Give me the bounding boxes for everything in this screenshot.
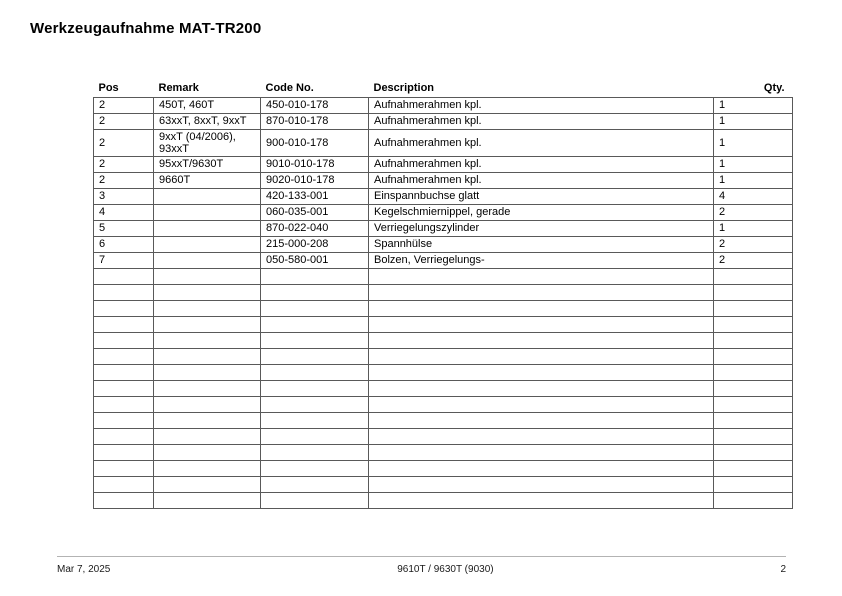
empty-table-row [94,284,793,300]
cell-pos: 2 [94,172,154,188]
empty-cell-code [261,364,369,380]
cell-remark [154,204,261,220]
empty-cell-pos [94,332,154,348]
empty-cell-description [369,380,714,396]
empty-cell-description [369,348,714,364]
footer-model: 9610T / 9630T (9030) [397,564,494,575]
cell-description: Aufnahmerahmen kpl. [369,113,714,129]
empty-cell-code [261,300,369,316]
empty-table-row [94,364,793,380]
empty-cell-qty [714,412,793,428]
cell-code: 060-035-001 [261,204,369,220]
empty-cell-description [369,476,714,492]
footer-divider [57,556,786,557]
empty-table-row [94,428,793,444]
empty-cell-pos [94,268,154,284]
empty-cell-remark [154,428,261,444]
empty-cell-code [261,332,369,348]
empty-table-row [94,300,793,316]
empty-cell-pos [94,284,154,300]
cell-description: Spannhülse [369,236,714,252]
empty-cell-description [369,492,714,508]
column-header-description: Description [373,81,435,94]
cell-remark: 63xxT, 8xxT, 9xxT [154,113,261,129]
empty-cell-remark [154,300,261,316]
empty-cell-pos [94,364,154,380]
empty-cell-qty [714,396,793,412]
empty-table-row [94,380,793,396]
empty-cell-pos [94,460,154,476]
table-row [94,129,793,156]
footer-page-number: 2 [780,564,786,575]
empty-cell-pos [94,476,154,492]
cell-pos: 5 [94,220,154,236]
cell-pos: 2 [94,129,154,156]
empty-cell-qty [714,268,793,284]
empty-cell-remark [154,348,261,364]
empty-cell-remark [154,492,261,508]
cell-remark: 9660T [154,172,261,188]
parts-table [93,81,793,509]
cell-description: Aufnahmerahmen kpl. [369,156,714,172]
empty-cell-remark [154,444,261,460]
empty-cell-description [369,316,714,332]
cell-qty: 1 [714,129,793,156]
empty-cell-code [261,396,369,412]
table-row [94,172,793,188]
empty-cell-pos [94,380,154,396]
empty-cell-qty [714,460,793,476]
table-row [94,252,793,268]
empty-cell-remark [154,396,261,412]
cell-remark [154,236,261,252]
empty-cell-remark [154,364,261,380]
cell-pos: 3 [94,188,154,204]
empty-table-row [94,348,793,364]
empty-cell-qty [714,300,793,316]
empty-cell-description [369,284,714,300]
cell-remark [154,220,261,236]
empty-cell-description [369,460,714,476]
empty-table-row [94,268,793,284]
cell-pos: 2 [94,156,154,172]
table-row [94,97,793,113]
cell-description: Kegelschmiernippel, gerade [369,204,714,220]
empty-table-row [94,396,793,412]
empty-cell-remark [154,316,261,332]
empty-cell-code [261,412,369,428]
column-header-qty: Qty. [763,81,785,94]
empty-cell-remark [154,476,261,492]
cell-description: Aufnahmerahmen kpl. [369,97,714,113]
cell-description: Aufnahmerahmen kpl. [369,172,714,188]
cell-remark [154,188,261,204]
table-row [94,204,793,220]
cell-code: 050-580-001 [261,252,369,268]
cell-qty: 2 [714,252,793,268]
table-row [94,220,793,236]
cell-remark [154,252,261,268]
empty-table-row [94,332,793,348]
empty-cell-remark [154,332,261,348]
empty-cell-description [369,396,714,412]
empty-cell-remark [154,460,261,476]
empty-cell-remark [154,380,261,396]
empty-cell-qty [714,332,793,348]
empty-table-row [94,476,793,492]
empty-cell-qty [714,492,793,508]
empty-cell-code [261,476,369,492]
empty-cell-pos [94,444,154,460]
empty-cell-remark [154,268,261,284]
cell-remark: 9xxT (04/2006), 93xxT [154,129,261,156]
cell-qty: 1 [714,97,793,113]
empty-cell-description [369,364,714,380]
page-title: Werkzeugaufnahme MAT-TR200 [30,20,262,37]
column-header-remark: Remark [158,81,199,94]
empty-cell-code [261,316,369,332]
cell-pos: 7 [94,252,154,268]
empty-cell-qty [714,380,793,396]
empty-cell-pos [94,428,154,444]
empty-cell-code [261,268,369,284]
empty-cell-description [369,332,714,348]
cell-qty: 1 [714,156,793,172]
cell-description: Verriegelungszylinder [369,220,714,236]
cell-code: 215-000-208 [261,236,369,252]
cell-qty: 2 [714,236,793,252]
cell-pos: 2 [94,97,154,113]
empty-cell-qty [714,284,793,300]
empty-cell-description [369,268,714,284]
empty-table-row [94,444,793,460]
empty-cell-qty [714,444,793,460]
empty-cell-remark [154,412,261,428]
cell-description: Bolzen, Verriegelungs- [369,252,714,268]
empty-cell-description [369,300,714,316]
cell-code: 900-010-178 [261,129,369,156]
cell-code: 9010-010-178 [261,156,369,172]
cell-code: 870-022-040 [261,220,369,236]
empty-cell-code [261,492,369,508]
empty-cell-pos [94,412,154,428]
empty-cell-pos [94,396,154,412]
cell-code: 450-010-178 [261,97,369,113]
empty-cell-qty [714,348,793,364]
empty-cell-pos [94,300,154,316]
empty-cell-qty [714,364,793,380]
cell-qty: 4 [714,188,793,204]
empty-cell-description [369,444,714,460]
footer-date: Mar 7, 2025 [57,564,111,575]
cell-remark: 95xxT/9630T [154,156,261,172]
empty-cell-qty [714,428,793,444]
page-footer [57,564,786,575]
cell-pos: 4 [94,204,154,220]
empty-cell-code [261,348,369,364]
cell-qty: 1 [714,220,793,236]
cell-code: 420-133-001 [261,188,369,204]
column-header-code: Code No. [265,81,314,94]
cell-description: Aufnahmerahmen kpl. [369,129,714,156]
cell-remark: 450T, 460T [154,97,261,113]
table-row [94,113,793,129]
cell-qty: 1 [714,172,793,188]
empty-cell-qty [714,476,793,492]
table-row [94,156,793,172]
parts-table-body [94,97,793,508]
empty-table-row [94,412,793,428]
empty-cell-pos [94,348,154,364]
cell-pos: 6 [94,236,154,252]
cell-code: 870-010-178 [261,113,369,129]
column-header-pos: Pos [98,81,119,94]
empty-table-row [94,492,793,508]
empty-cell-remark [154,284,261,300]
empty-cell-code [261,380,369,396]
cell-description: Einspannbuchse glatt [369,188,714,204]
empty-table-row [94,316,793,332]
table-row [94,236,793,252]
empty-cell-code [261,460,369,476]
empty-cell-description [369,428,714,444]
empty-cell-pos [94,492,154,508]
cell-code: 9020-010-178 [261,172,369,188]
empty-cell-qty [714,316,793,332]
parts-table-header [94,81,793,97]
empty-cell-pos [94,316,154,332]
table-row [94,188,793,204]
empty-cell-code [261,284,369,300]
cell-qty: 1 [714,113,793,129]
cell-qty: 2 [714,204,793,220]
empty-cell-code [261,428,369,444]
empty-cell-code [261,444,369,460]
empty-table-row [94,460,793,476]
empty-cell-description [369,412,714,428]
cell-pos: 2 [94,113,154,129]
